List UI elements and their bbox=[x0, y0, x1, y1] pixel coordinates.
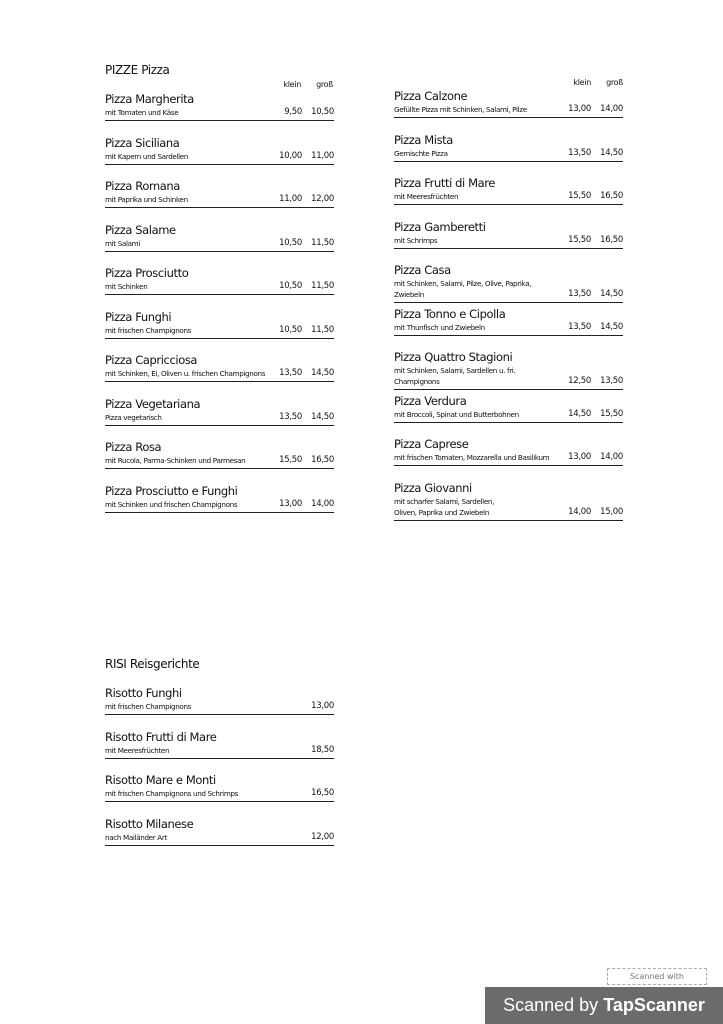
item-price-large: 14,50 bbox=[600, 321, 623, 332]
item-name: Pizza Verdura bbox=[394, 393, 467, 408]
item-price-small: 12,50 bbox=[568, 376, 591, 386]
menu-item bbox=[394, 394, 623, 438]
menu-item bbox=[394, 307, 623, 351]
item-row bbox=[105, 194, 334, 208]
menu-item bbox=[105, 730, 334, 774]
item-description: mit Schinken, Salami, Pilze, Olive, Paprika, Zwiebeln bbox=[394, 279, 532, 299]
item-price-small: 13,50 bbox=[279, 368, 302, 378]
item-description: mit Rucola, Parma-Schinken und Parmesan bbox=[105, 456, 246, 465]
item-description: mit Kapern und Sardellen bbox=[105, 151, 189, 161]
item-price-large: 11,50 bbox=[311, 324, 334, 335]
scanner-watermark bbox=[485, 987, 723, 1024]
item-name: Pizza Giovanni bbox=[394, 480, 472, 495]
item-row bbox=[105, 107, 334, 121]
item-name: Pizza Mista bbox=[394, 132, 453, 147]
item-description: mit Paprika und Schinken bbox=[105, 195, 188, 204]
item-name: Risotto Frutti di Mare bbox=[105, 729, 217, 744]
item-description: mit frischen Tomaten, Mozzarella und Basilikum bbox=[394, 453, 550, 462]
item-row bbox=[394, 496, 623, 521]
item-price-small: 13,00 bbox=[568, 104, 591, 114]
item-row bbox=[394, 409, 623, 423]
item-name: Pizza Gamberetti bbox=[394, 219, 486, 234]
menu-item bbox=[105, 179, 334, 223]
item-price-large: 14,00 bbox=[600, 452, 623, 462]
col-small-label: klein bbox=[573, 78, 591, 87]
item-row bbox=[105, 745, 334, 759]
item-row bbox=[394, 452, 623, 466]
item-row bbox=[105, 788, 334, 802]
item-price-small: 13,50 bbox=[568, 147, 591, 158]
item-price-small: 14,00 bbox=[568, 506, 591, 517]
pizza-list-left bbox=[105, 92, 334, 527]
item-row bbox=[105, 499, 334, 513]
menu-item bbox=[105, 484, 334, 528]
risi-list bbox=[105, 686, 334, 860]
item-row bbox=[105, 832, 334, 846]
item-description: mit Schinken bbox=[105, 282, 148, 291]
item-price-small: 15,50 bbox=[568, 191, 591, 201]
watermark-prefix: Scanned by bbox=[503, 995, 604, 1015]
item-price-small: 10,00 bbox=[279, 150, 302, 161]
menu-item bbox=[394, 437, 623, 481]
item-price-large: 11,50 bbox=[311, 237, 334, 248]
item-description: mit Schinken, Ei, Oliven u. frischen Champignons bbox=[105, 369, 266, 378]
item-price-large: 14,50 bbox=[600, 289, 623, 299]
item-name: Pizza Frutti di Mare bbox=[394, 176, 495, 190]
item-description: mit frischen Champignons bbox=[105, 702, 192, 711]
item-description: nach Mailänder Art bbox=[105, 832, 167, 842]
item-price-large: 13,50 bbox=[600, 376, 623, 386]
item-name: Pizza Quattro Stagioni bbox=[394, 350, 513, 364]
item-row bbox=[105, 368, 334, 382]
item-row bbox=[394, 278, 623, 303]
item-price-small: 15,50 bbox=[279, 455, 302, 465]
pizza-list-right bbox=[394, 89, 623, 524]
item-description: mit Schinken und frischen Champignons bbox=[105, 499, 238, 509]
item-row bbox=[105, 281, 334, 295]
item-price-small: 11,00 bbox=[279, 194, 302, 204]
item-price-small: 10,50 bbox=[279, 324, 302, 335]
item-price-large: 16,50 bbox=[600, 191, 623, 201]
item-name: Pizza Caprese bbox=[394, 437, 469, 451]
item-description: Pizza vegetarisch bbox=[105, 412, 162, 422]
pizza-heading: PIZZE Pizza bbox=[105, 63, 170, 77]
price-header-right bbox=[559, 78, 623, 87]
item-price-small: 13,50 bbox=[568, 289, 591, 299]
col-small-label: klein bbox=[283, 80, 301, 89]
item-price: 16,50 bbox=[311, 788, 334, 798]
item-price-small: 14,50 bbox=[568, 408, 591, 419]
item-description: mit scharfer Salami, Sardellen, Oliven, Paprika und Zwiebeln bbox=[394, 496, 495, 517]
item-row bbox=[394, 191, 623, 205]
item-name: Pizza Prosciutto bbox=[105, 266, 189, 280]
item-description: mit Thunfisch und Zwiebeln bbox=[394, 322, 485, 332]
item-row bbox=[394, 365, 623, 390]
item-price-large: 14,50 bbox=[311, 411, 334, 422]
item-name: Risotto Funghi bbox=[105, 686, 182, 700]
item-price: 12,00 bbox=[311, 831, 334, 842]
item-description: mit Broccoli, Spinat und Butterbohnen bbox=[394, 409, 519, 419]
item-price-large: 11,00 bbox=[311, 150, 334, 161]
item-price: 18,50 bbox=[311, 744, 334, 755]
menu-item bbox=[105, 92, 334, 136]
item-name: Pizza Prosciutto e Funghi bbox=[105, 483, 238, 498]
menu-item bbox=[105, 773, 334, 817]
menu-item bbox=[394, 481, 623, 525]
item-price-large: 15,00 bbox=[600, 506, 623, 517]
risi-heading: RISI Reisgerichte bbox=[105, 657, 200, 671]
price-header-left bbox=[269, 80, 333, 89]
item-price-large: 16,50 bbox=[600, 234, 623, 245]
menu-item bbox=[105, 817, 334, 861]
item-price-small: 10,50 bbox=[279, 281, 302, 291]
item-row bbox=[105, 325, 334, 339]
item-price-large: 14,00 bbox=[600, 104, 623, 114]
item-price-large: 10,50 bbox=[311, 107, 334, 117]
item-description: Gefüllte Pizza mit Schinken, Salami, Pilze bbox=[394, 105, 527, 114]
item-price-small: 13,50 bbox=[279, 411, 302, 422]
item-price-small: 15,50 bbox=[568, 234, 591, 245]
item-name: Pizza Margherita bbox=[105, 92, 194, 106]
item-name: Pizza Funghi bbox=[105, 309, 172, 324]
menu-item bbox=[394, 263, 623, 307]
item-price: 13,00 bbox=[311, 701, 334, 711]
item-price-small: 13,50 bbox=[568, 321, 591, 332]
item-row bbox=[105, 455, 334, 469]
scanned-with-stamp: Scanned with bbox=[607, 968, 707, 985]
menu-item bbox=[394, 350, 623, 394]
menu-item bbox=[105, 223, 334, 267]
item-price-large: 15,50 bbox=[600, 408, 623, 419]
item-price-small: 10,50 bbox=[279, 237, 302, 248]
col-large-label: groß bbox=[316, 80, 333, 89]
col-large-label: groß bbox=[606, 78, 623, 87]
menu-item bbox=[105, 136, 334, 180]
menu-item bbox=[105, 266, 334, 310]
item-row bbox=[394, 235, 623, 249]
item-name: Pizza Salame bbox=[105, 222, 176, 237]
item-description: mit Tomaten und Käse bbox=[105, 108, 179, 117]
item-price-large: 14,50 bbox=[600, 147, 623, 158]
item-price-small: 9,50 bbox=[284, 107, 302, 117]
item-name: Pizza Rosa bbox=[105, 440, 162, 454]
item-description: mit Salami bbox=[105, 238, 140, 248]
menu-item bbox=[105, 686, 334, 730]
item-row bbox=[394, 148, 623, 162]
item-row bbox=[394, 322, 623, 336]
item-description: mit Meeresfrüchten bbox=[394, 192, 459, 201]
item-name: Pizza Capricciosa bbox=[105, 353, 198, 367]
menu-item bbox=[394, 133, 623, 177]
menu-item bbox=[394, 220, 623, 264]
item-name: Pizza Casa bbox=[394, 263, 451, 277]
item-description: mit frischen Champignons und Schrimps bbox=[105, 789, 239, 798]
item-name: Risotto Mare e Monti bbox=[105, 773, 216, 787]
menu-item bbox=[105, 440, 334, 484]
item-name: Pizza Tonno e Cipolla bbox=[394, 306, 506, 321]
menu-item bbox=[394, 176, 623, 220]
menu-item bbox=[105, 310, 334, 354]
item-price-large: 11,50 bbox=[311, 281, 334, 291]
menu-item bbox=[394, 89, 623, 133]
item-row bbox=[105, 238, 334, 252]
item-description: mit Schinken, Salami, Sardellen u. fri. Champignons bbox=[394, 366, 516, 386]
item-row bbox=[105, 412, 334, 426]
item-name: Pizza Romana bbox=[105, 179, 180, 193]
menu-item bbox=[105, 397, 334, 441]
item-price-large: 14,50 bbox=[311, 368, 334, 378]
item-price-large: 12,00 bbox=[311, 194, 334, 204]
item-name: Pizza Calzone bbox=[394, 89, 468, 103]
item-description: mit frischen Champignons bbox=[105, 325, 192, 335]
item-row bbox=[105, 151, 334, 165]
item-price-small: 13,00 bbox=[279, 498, 302, 509]
item-row bbox=[105, 701, 334, 715]
item-description: mit Meeresfrüchten bbox=[105, 745, 170, 755]
item-name: Risotto Milanese bbox=[105, 816, 194, 831]
item-price-large: 16,50 bbox=[311, 455, 334, 465]
item-price-small: 13,00 bbox=[568, 452, 591, 462]
item-description: Gemischte Pizza bbox=[394, 148, 448, 158]
watermark-brand: TapScanner bbox=[603, 995, 705, 1015]
item-row bbox=[394, 104, 623, 118]
item-name: Pizza Siciliana bbox=[105, 135, 180, 150]
menu-item bbox=[105, 353, 334, 397]
item-description: mit Schrimps bbox=[394, 235, 438, 245]
item-price-large: 14,00 bbox=[311, 498, 334, 509]
item-name: Pizza Vegetariana bbox=[105, 396, 201, 411]
